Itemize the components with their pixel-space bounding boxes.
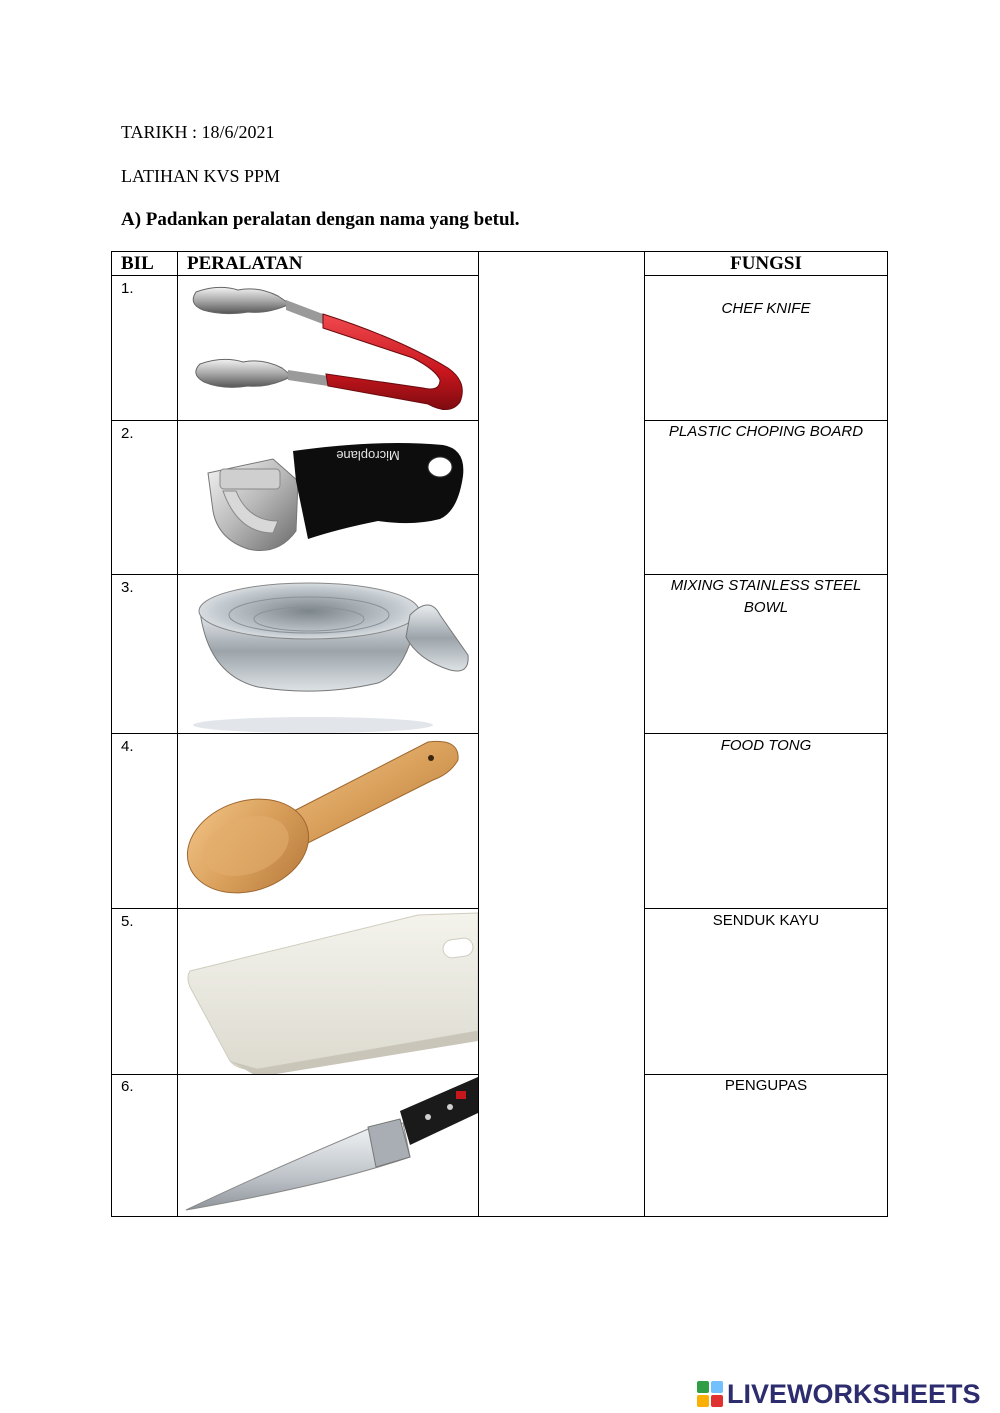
row-number: 3. <box>121 579 134 596</box>
row-number: 1. <box>121 280 134 297</box>
date-line: TARIKH : 18/6/2021 <box>121 122 275 142</box>
row-number: 4. <box>121 738 134 755</box>
liveworksheets-logo <box>697 1376 981 1412</box>
peeler-image <box>178 421 478 574</box>
fungsi-label[interactable]: PLASTIC CHOPING BOARD <box>668 423 864 440</box>
wooden-spoon-image <box>178 734 478 908</box>
fungsi-label[interactable]: CHEF KNIFE <box>721 300 811 317</box>
row-number: 5. <box>121 913 134 930</box>
row-number: 2. <box>121 425 134 442</box>
peeler-brand-text: Microplane <box>336 448 400 463</box>
fungsi-label[interactable]: PENGUPAS <box>724 1077 808 1094</box>
column-header-peralatan: PERALATAN <box>187 253 303 274</box>
chef-knife-image <box>178 1075 478 1216</box>
fungsi-label[interactable]: SENDUK KAYU <box>712 912 820 929</box>
column-header-fungsi: FUNGSI <box>730 253 802 274</box>
worksheet-title: LATIHAN KVS PPM <box>121 166 281 186</box>
column-header-bil: BIL <box>121 253 154 274</box>
mixing-bowl-image <box>178 575 478 733</box>
fungsi-label[interactable]: FOOD TONG <box>720 737 812 754</box>
instruction: A) Padankan peralatan dengan nama yang betul. <box>121 209 520 230</box>
liveworksheets-icon <box>697 1381 723 1407</box>
cutting-board-image <box>178 909 478 1074</box>
liveworksheets-brand-text: LIVEWORKSHEETS <box>727 1378 981 1409</box>
fungsi-label[interactable]: MIXING STAINLESS STEEL BOWL <box>670 577 862 616</box>
food-tong-image <box>178 276 478 420</box>
row-number: 6. <box>121 1078 134 1095</box>
